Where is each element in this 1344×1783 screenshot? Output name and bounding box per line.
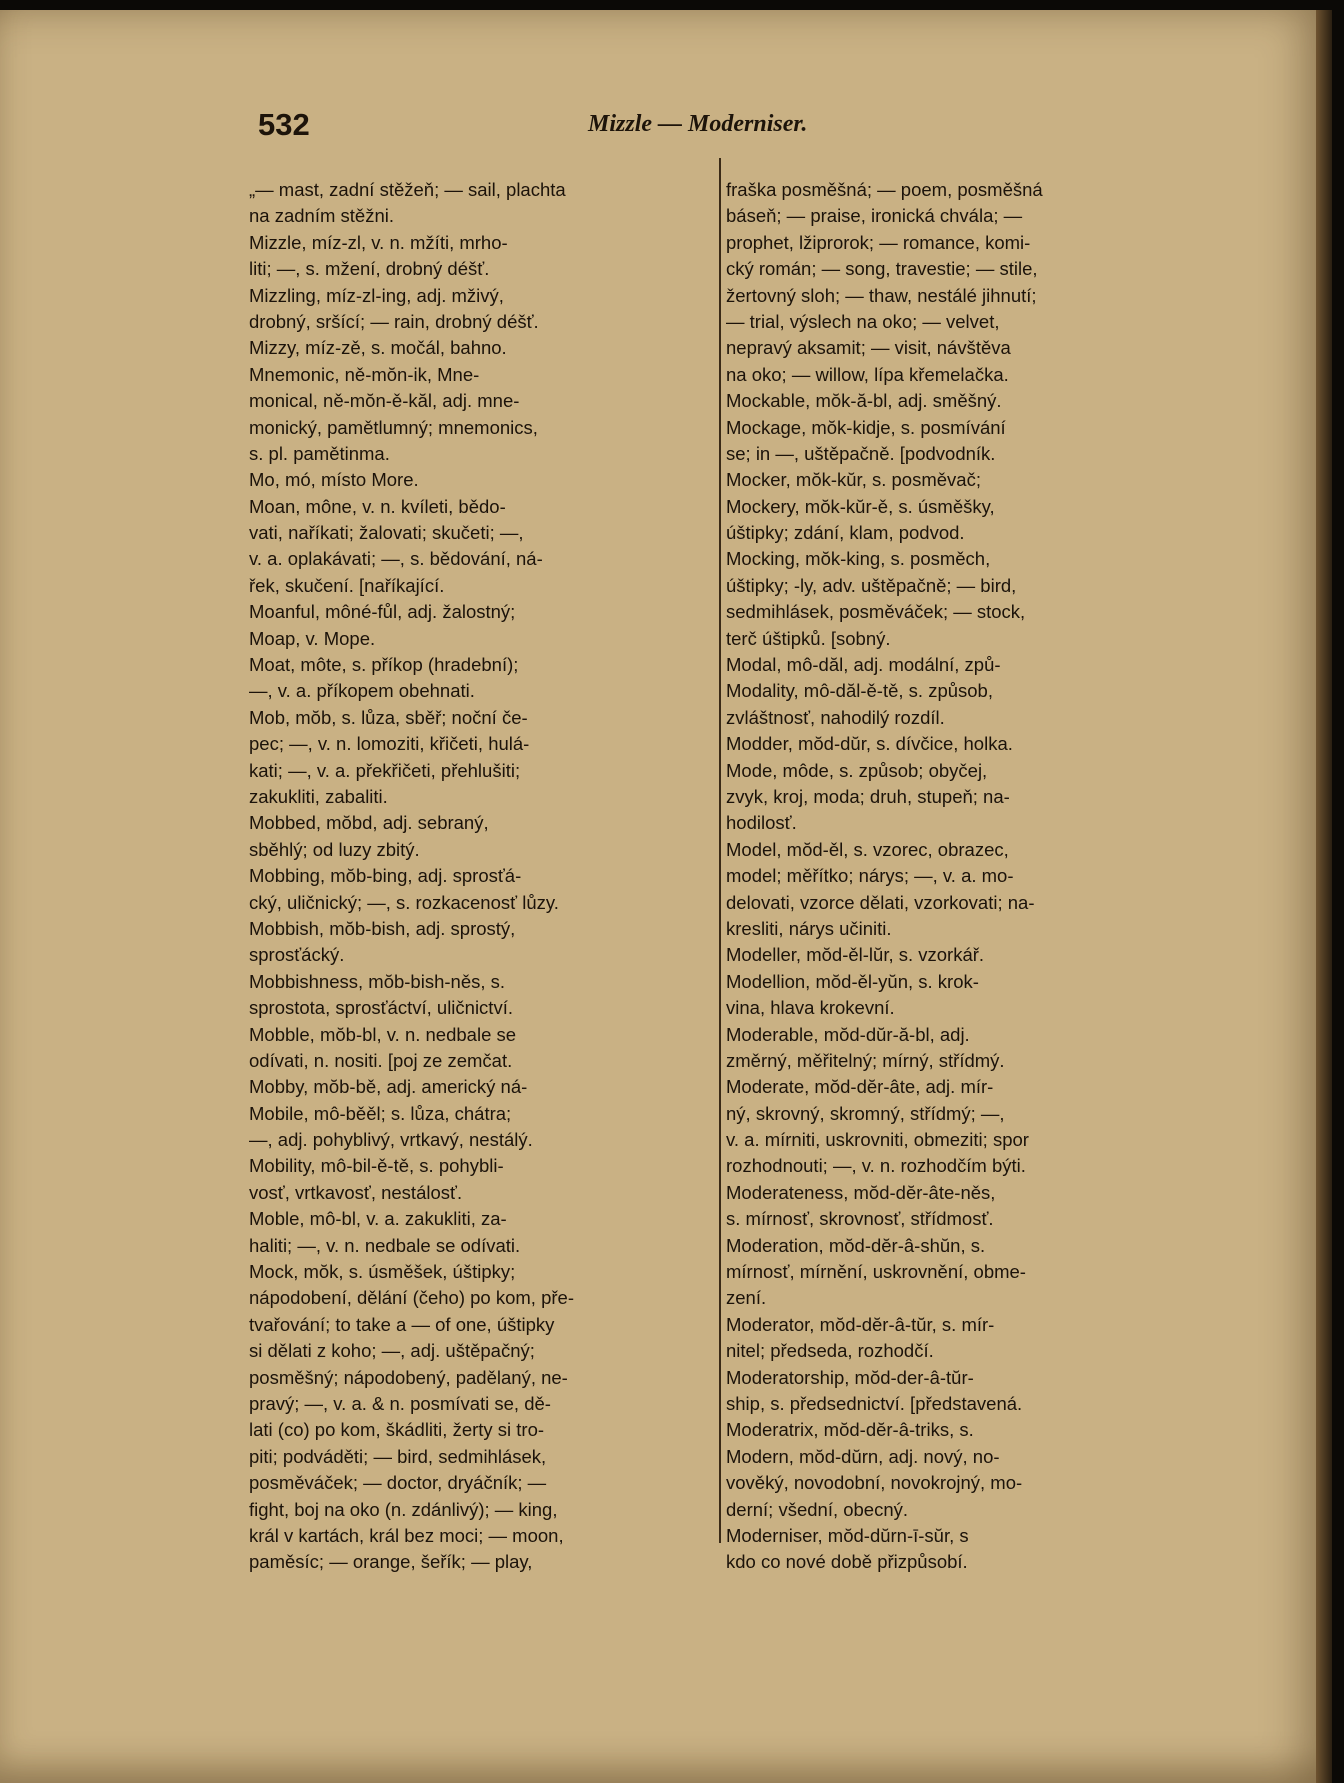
right-column-line: delovati, vzorce dělati, vzorkovati; na-: [726, 891, 1035, 913]
left-column-line: Moap, v. Mope.: [249, 627, 376, 649]
right-column-line: s. mírnosť, skrovnosť, střídmosť.: [726, 1208, 994, 1230]
right-column: [726, 177, 1196, 1576]
dictionary-page: [0, 10, 1332, 1783]
right-column-line: Mode, môde, s. způsob; obyčej,: [726, 759, 988, 781]
right-column-line: úštipky; -ly, adv. uštěpačně; — bird,: [726, 574, 1017, 596]
left-column-line: „— mast, zadní stěžeň; — sail, plachta: [249, 179, 566, 200]
left-column-line: Mo, mó, místo More.: [249, 469, 419, 491]
left-column-line: Mock, mŏk, s. úsměšek, úštipky;: [249, 1261, 516, 1283]
left-column-line: tvařování; to take a — of one, úštipky: [249, 1313, 555, 1335]
left-column-line: vosť, vrtkavosť, nestálosť.: [249, 1181, 463, 1203]
left-column-line: Mobby, mŏb-bě, adj. americký ná-: [249, 1076, 528, 1098]
right-column-line: Mockable, mŏk-ă-bl, adj. směšný.: [726, 390, 1002, 412]
right-column-line: vina, hlava krokevní.: [726, 997, 895, 1019]
right-column-line: kdo co nové době přizpůsobí.: [726, 1551, 968, 1573]
left-column-line: sprostota, sprosťáctví, uličnictví.: [249, 997, 513, 1019]
right-column-line: derní; všední, obecný.: [726, 1498, 909, 1520]
right-column-line: Moderateness, mŏd-dĕr-âte-něs,: [726, 1181, 996, 1203]
left-column-line: —, v. a. příkopem obehnati.: [249, 680, 475, 702]
right-column-line: Mockery, mŏk-kŭr-ě, s. úsměšky,: [726, 495, 995, 517]
left-column-line: sprosťácký.: [249, 944, 345, 966]
page-header: [258, 107, 860, 147]
left-column-line: —, adj. pohyblivý, vrtkavý, nestálý.: [249, 1129, 533, 1151]
left-column-line: fight, boj na oko (n. zdánlivý); — king,: [249, 1498, 558, 1520]
left-column-line: paměsíc; — orange, šeřík; — play,: [249, 1551, 533, 1573]
left-column-line: Moble, mô-bl, v. a. zakukliti, za-: [249, 1208, 507, 1230]
left-column-line: vati, naříkati; žalovati; skučeti; —,: [249, 522, 524, 544]
right-column-line: prophet, lžiprorok; — romance, komi-: [726, 231, 1031, 253]
right-column-line: Moderatrix, mŏd-dĕr-â-triks, s.: [726, 1419, 974, 1441]
right-column-line: Moderatorship, mŏd-der-â-tŭr-: [726, 1366, 974, 1388]
right-column-line: Modeller, mŏd-ěl-lŭr, s. vzorkář.: [726, 944, 985, 966]
left-column-line: Mizzy, míz-zě, s. močál, bahno.: [249, 337, 507, 359]
right-column-line: Moderator, mŏd-dĕr-â-tŭr, s. mír-: [726, 1313, 995, 1335]
left-column-line: si dělati z koho; —, adj. uštěpačný;: [249, 1340, 535, 1362]
left-column-line: haliti; —, v. n. nedbale se odívati.: [249, 1234, 521, 1256]
left-column-line: monický, pamětlumný; mnemonics,: [249, 416, 538, 438]
right-column-line: terč úštipků. [sobný.: [726, 627, 891, 649]
right-column-line: na oko; — willow, lípa křemelačka.: [726, 363, 1009, 385]
right-column-line: nepravý aksamit; — visit, návštěva: [726, 337, 1011, 359]
left-column-line: Mob, mŏb, s. lůza, sběř; noční če-: [249, 706, 528, 728]
right-column-line: Model, mŏd-ěl, s. vzorec, obrazec,: [726, 838, 1009, 860]
right-column-line: vověký, novodobní, novokrojný, mo-: [726, 1472, 1023, 1494]
left-column-line: liti; —, s. mžení, drobný déšť.: [249, 258, 490, 280]
right-column-line: zvyk, kroj, moda; druh, stupeň; na-: [726, 785, 1010, 807]
left-column-line: Mobile, mô-běěl; s. lůza, chátra;: [249, 1102, 512, 1124]
right-column-line: v. a. mírniti, uskrovniti, obmeziti; spor: [726, 1129, 1029, 1151]
left-column-line: nápodobení, dělání (čeho) po kom, pře-: [249, 1287, 574, 1309]
left-column-line: Mobbishness, mŏb-bish-něs, s.: [249, 970, 506, 992]
left-column-line: zakukliti, zabaliti.: [249, 785, 388, 807]
left-column: [249, 177, 717, 1576]
right-column-line: báseň; — praise, ironická chvála; —: [726, 205, 1023, 227]
left-column-line: řek, skučení. [naříkající.: [249, 574, 445, 596]
right-column-line: — trial, výslech na oko; — velvet,: [726, 310, 1000, 332]
right-column-line: sedmihlásek, posměváček; — stock,: [726, 601, 1026, 623]
left-column-line: Moan, mône, v. n. kvíleti, bědo-: [249, 495, 506, 517]
right-column-line: Mocker, mŏk-kŭr, s. posměvač;: [726, 469, 981, 491]
left-column-line: monical, ně-mŏn-ě-kăl, adj. mne-: [249, 390, 520, 412]
right-column-line: změrný, měřitelný; mírný, střídmý.: [726, 1049, 1005, 1071]
left-column-line: sběhlý; od luzy zbitý.: [249, 838, 420, 860]
right-column-line: Moderate, mŏd-dĕr-âte, adj. mír-: [726, 1076, 994, 1098]
column-divider: [719, 158, 721, 1543]
left-column-line: na zadním stěžni.: [249, 205, 394, 227]
right-column-line: mírnosť, mírnění, uskrovnění, obme-: [726, 1261, 1026, 1283]
right-column-line: Modellion, mŏd-ěl-yŭn, s. krok-: [726, 970, 979, 992]
right-column-line: ship, s. předsednictví. [představená.: [726, 1392, 1023, 1414]
right-column-line: Moderable, mŏd-dŭr-ă-bl, adj.: [726, 1023, 970, 1045]
left-column-line: drobný, sršící; — rain, drobný déšť.: [249, 310, 539, 332]
left-column-line: Moanful, môné-fůl, adj. žalostný;: [249, 601, 516, 623]
left-column-line: Mnemonic, ně-mŏn-ik, Mne-: [249, 363, 480, 385]
left-column-line: posměváček; — doctor, dryáčník; —: [249, 1472, 547, 1494]
right-column-line: zvláštnosť, nahodilý rozdíl.: [726, 706, 945, 728]
left-column-line: cký, uličnický; —, s. rozkacenosť lůzy.: [249, 891, 559, 913]
right-column-line: nitel; předseda, rozhodčí.: [726, 1340, 934, 1362]
left-column-line: Mizzle, míz-zl, v. n. mžíti, mrho-: [249, 231, 508, 253]
left-column-line: Mobbish, mŏb-bish, adj. sprostý,: [249, 917, 516, 939]
left-column-line: Moat, môte, s. příkop (hradební);: [249, 654, 519, 676]
right-column-line: se; in —, uštěpačně. [podvodník.: [726, 442, 996, 464]
right-column-line: Mockage, mŏk-kidje, s. posmívání: [726, 416, 1006, 438]
right-column-line: ný, skrovný, skromný, střídmý; —,: [726, 1102, 1005, 1124]
left-column-line: Mobility, mô-bil-ě-tě, s. pohybli-: [249, 1155, 504, 1177]
right-column-line: rozhodnouti; —, v. n. rozhodčím býti.: [726, 1155, 1026, 1177]
left-column-line: lati (co) po kom, škádliti, žerty si tro-: [249, 1419, 545, 1441]
right-column-line: Modern, mŏd-dŭrn, adj. nový, no-: [726, 1445, 1000, 1467]
right-column-line: model; měřítko; nárys; —, v. a. mo-: [726, 865, 1014, 887]
right-column-line: zení.: [726, 1287, 767, 1309]
left-column-line: kati; —, v. a. překřičeti, přehlušiti;: [249, 759, 521, 781]
right-column-line: hodilosť.: [726, 812, 797, 834]
left-column-line: Mobbing, mŏb-bing, adj. sprosťá-: [249, 865, 522, 887]
right-column-line: Moderniser, mŏd-dŭrn-ī-sŭr, s: [726, 1524, 969, 1546]
left-column-line: Mizzling, míz-zl-ing, adj. mživý,: [249, 284, 504, 306]
right-column-line: Modder, mŏd-dŭr, s. dívčice, holka.: [726, 733, 1013, 755]
right-column-line: Mocking, mŏk-king, s. posměch,: [726, 548, 991, 570]
right-column-line: Modal, mô-dăl, adj. modální, způ-: [726, 654, 1001, 676]
right-column-line: úštipky; zdání, klam, podvod.: [726, 522, 965, 544]
left-column-line: v. a. oplakávati; —, s. bědování, ná-: [249, 548, 543, 570]
right-column-line: Modality, mô-dăl-ě-tě, s. způsob,: [726, 680, 993, 702]
right-column-line: žertovný sloh; — thaw, nestálé jihnutí;: [726, 284, 1037, 306]
left-column-line: král v kartách, král bez moci; — moon,: [249, 1524, 564, 1546]
right-column-line: Moderation, mŏd-dĕr-â-shŭn, s.: [726, 1234, 986, 1256]
running-head: Mizzle — Moderniser.: [588, 111, 808, 137]
right-column-line: kresliti, nárys učiniti.: [726, 917, 892, 939]
left-column-line: pravý; —, v. a. & n. posmívati se, dě-: [249, 1392, 551, 1414]
left-column-line: piti; podváděti; — bird, sedmihlásek,: [249, 1445, 547, 1467]
right-column-line: cký román; — song, travestie; — stile,: [726, 258, 1038, 280]
left-column-line: posměšný; nápodobený, padělaný, ne-: [249, 1366, 568, 1388]
right-column-line: fraška posměšná; — poem, posměšná: [726, 179, 1043, 200]
page-number: 532: [258, 107, 310, 142]
left-column-line: Mobbed, mŏbd, adj. sebraný,: [249, 812, 489, 834]
left-column-line: s. pl. pamětinma.: [249, 442, 390, 464]
page-edge-shadow: [1316, 10, 1332, 1783]
left-column-line: Mobble, mŏb-bl, v. n. nedbale se: [249, 1023, 517, 1045]
left-column-line: pec; —, v. n. lomoziti, křičeti, hulá-: [249, 733, 530, 755]
left-column-line: odívati, n. nositi. [poj ze zemčat.: [249, 1049, 513, 1071]
